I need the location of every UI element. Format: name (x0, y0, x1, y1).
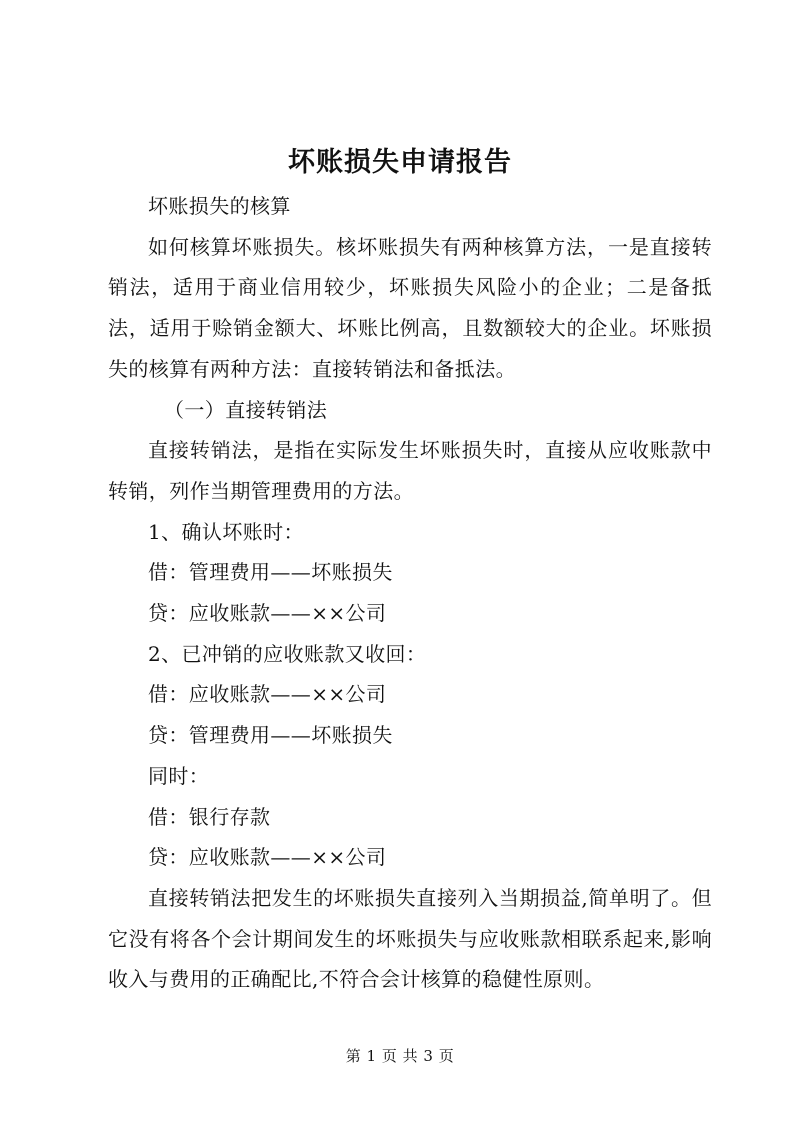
journal-entry-debit: 借：管理费用——坏账损失 (148, 560, 393, 585)
document-title: 坏账损失申请报告 (288, 147, 512, 178)
paragraph: 直接转销法把发生的坏账损失直接列入当期损益,简单明了。但它没有将各个会计期间发生的坏账损失与应收账款相联系起来,影响收入与费用的正确配比,不符合会计核算的稳健性原则。 (108, 885, 712, 992)
journal-entry-credit: 贷：管理费用——坏账损失 (148, 723, 393, 748)
journal-entry-credit: 贷：应收账款——××公司 (148, 845, 387, 870)
document-body (108, 186, 712, 1000)
entry-step: 2、已冲销的应收账款又收回： (148, 641, 427, 666)
entry-step: 1、确认坏账时： (148, 519, 304, 544)
subsection-heading: （一）直接转销法 (164, 397, 328, 422)
page-footer: 第 1 页 共 3 页 (345, 1047, 455, 1065)
journal-entry-debit: 借：银行存款 (148, 804, 271, 829)
journal-entry-debit: 借：应收账款——××公司 (148, 682, 387, 707)
section-heading: 坏账损失的核算 (148, 194, 291, 218)
entry-note: 同时： (148, 763, 210, 788)
paragraph: 直接转销法，是指在实际发生坏账损失时，直接从应收账款中转销，列作当期管理费用的方法。 (108, 438, 712, 503)
journal-entry-credit: 贷：应收账款——××公司 (148, 601, 387, 626)
paragraph: 如何核算坏账损失。核坏账损失有两种核算方法，一是直接转销法，适用于商业信用较少，坏账损失风险小的企业；二是备抵法，适用于赊销金额大、坏账比例高，且数额较大的企业。坏账损失的核算有两种方法：直接转销法和备抵法。 (108, 234, 712, 381)
